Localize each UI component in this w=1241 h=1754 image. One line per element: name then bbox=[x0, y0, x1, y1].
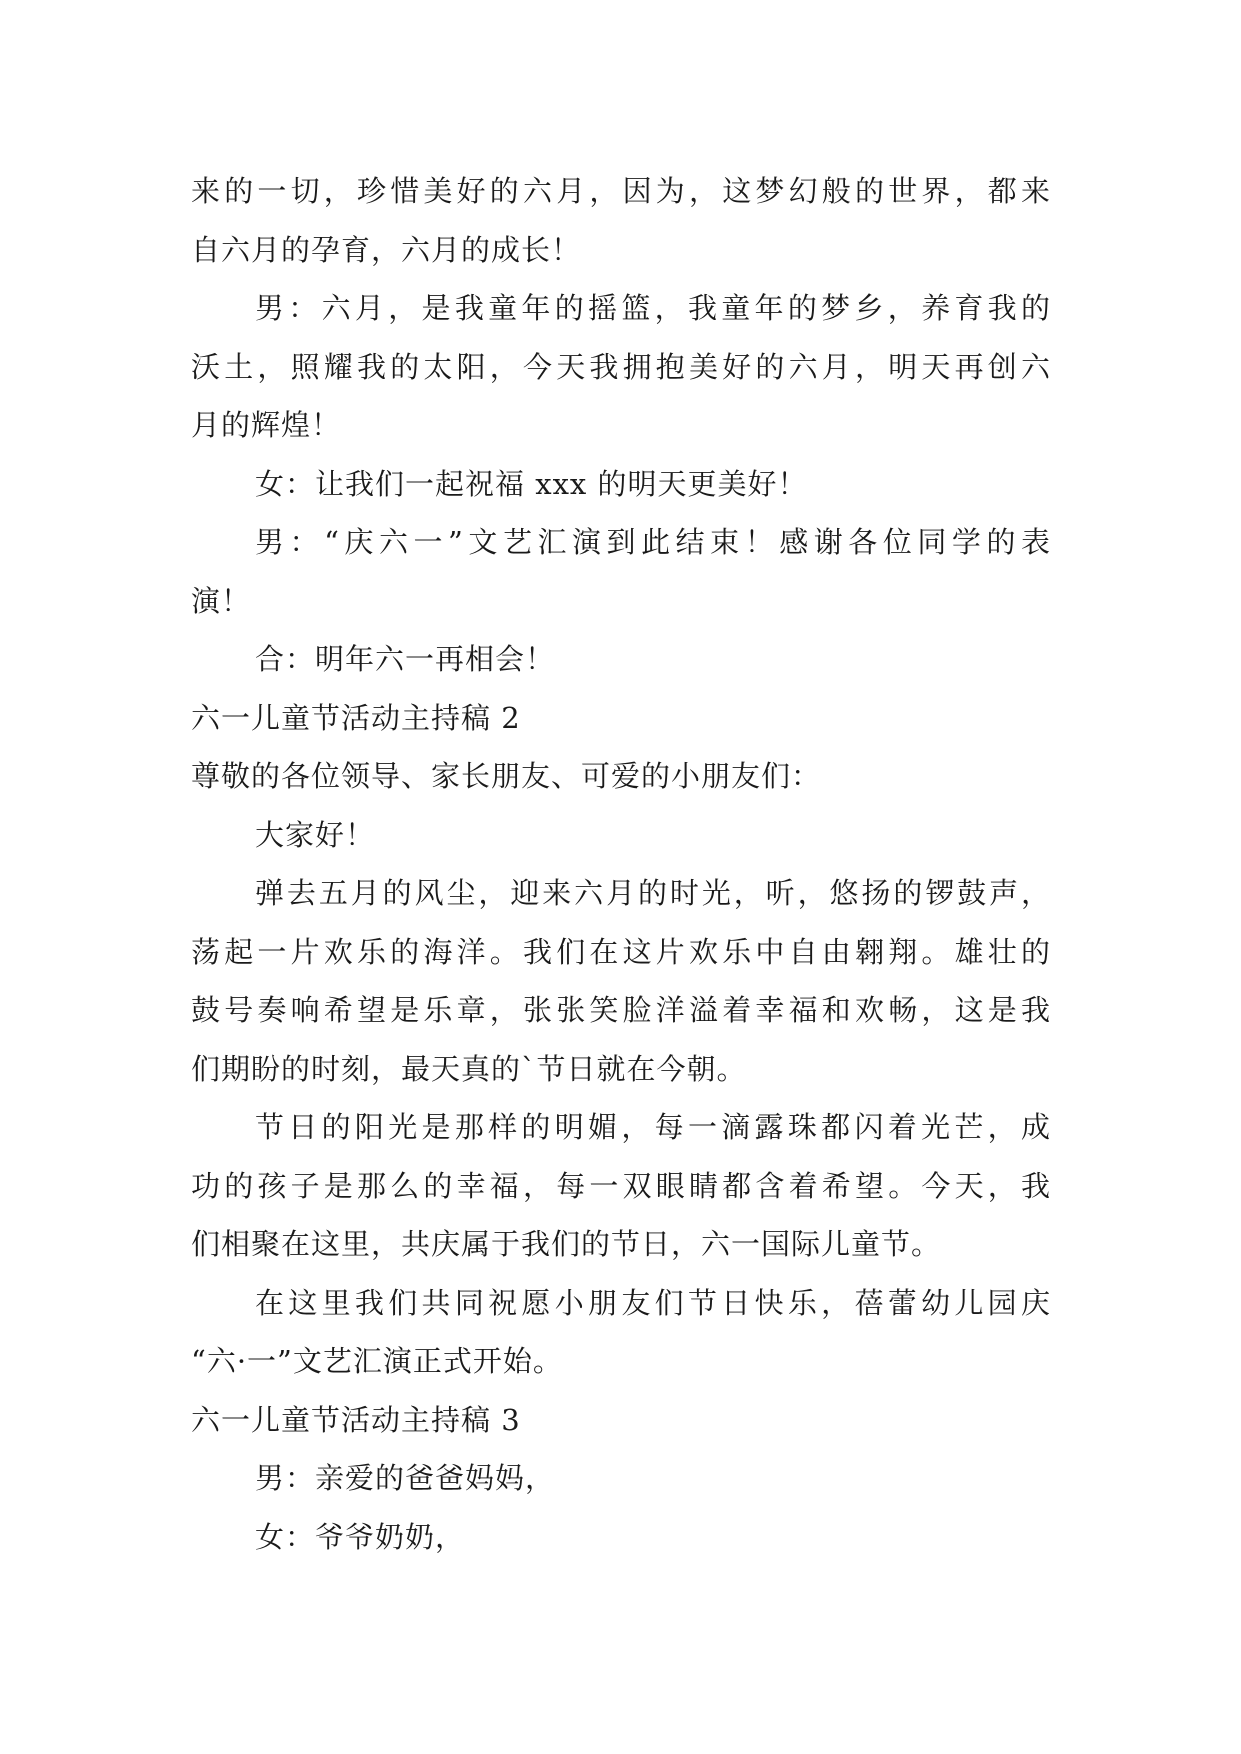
text-line: 男：六月，是我童年的摇篮，我童年的梦乡，养育我的 bbox=[255, 291, 1051, 325]
text-line: 女：让我们一起祝福 xxx 的明天更美好！ bbox=[255, 466, 808, 501]
text-line: 们期盼的时刻，最天真的`节日就在今朝。 bbox=[191, 1051, 747, 1086]
text-line: 在这里我们共同祝愿小朋友们节日快乐，蓓蕾幼儿园庆 bbox=[255, 1285, 1051, 1320]
text-line: 来的一切，珍惜美好的六月，因为，这梦幻般的世界，都来 bbox=[191, 174, 1051, 208]
text-line: 大家好！ bbox=[255, 817, 376, 852]
text-line: 合：明年六一再相会！ bbox=[255, 642, 556, 676]
text-line: 女：爷爷奶奶， bbox=[255, 1519, 466, 1554]
salutation: 尊敬的各位领导、家长朋友、可爱的小朋友们： bbox=[191, 759, 822, 793]
text-line: 演！ bbox=[191, 583, 252, 618]
text-line: 月的辉煌！ bbox=[191, 408, 342, 442]
text-line: 节日的阳光是那样的明媚，每一滴露珠都闪着光芒，成 bbox=[255, 1110, 1051, 1144]
text-line: 荡起一片欢乐的海洋。我们在这片欢乐中自由翱翔。雄壮的 bbox=[191, 934, 1051, 969]
section-heading: 六一儿童节活动主持稿 2 bbox=[191, 700, 521, 735]
text-line: 沃土，照耀我的太阳，今天我拥抱美好的六月，明天再创六 bbox=[191, 349, 1051, 384]
document-body bbox=[191, 162, 1051, 1566]
text-line: 自六月的孕育，六月的成长！ bbox=[191, 232, 582, 267]
text-line: 弹去五月的风尘，迎来六月的时光，听，悠扬的锣鼓声， bbox=[255, 876, 1051, 910]
text-line: 男：亲爱的爸爸妈妈， bbox=[255, 1461, 556, 1495]
text-line: 男：“庆六一”文艺汇演到此结束！感谢各位同学的表 bbox=[255, 525, 1051, 559]
text-line: 功的孩子是那么的幸福，每一双眼睛都含着希望。今天，我 bbox=[191, 1168, 1051, 1203]
text-line: “六·一”文艺汇演正式开始。 bbox=[191, 1344, 563, 1378]
text-line: 们相聚在这里，共庆属于我们的节日，六一国际儿童节。 bbox=[191, 1227, 942, 1261]
section-heading: 六一儿童节活动主持稿 3 bbox=[191, 1402, 521, 1437]
text-line: 鼓号奏响希望是乐章，张张笑脸洋溢着幸福和欢畅，这是我 bbox=[191, 993, 1051, 1027]
